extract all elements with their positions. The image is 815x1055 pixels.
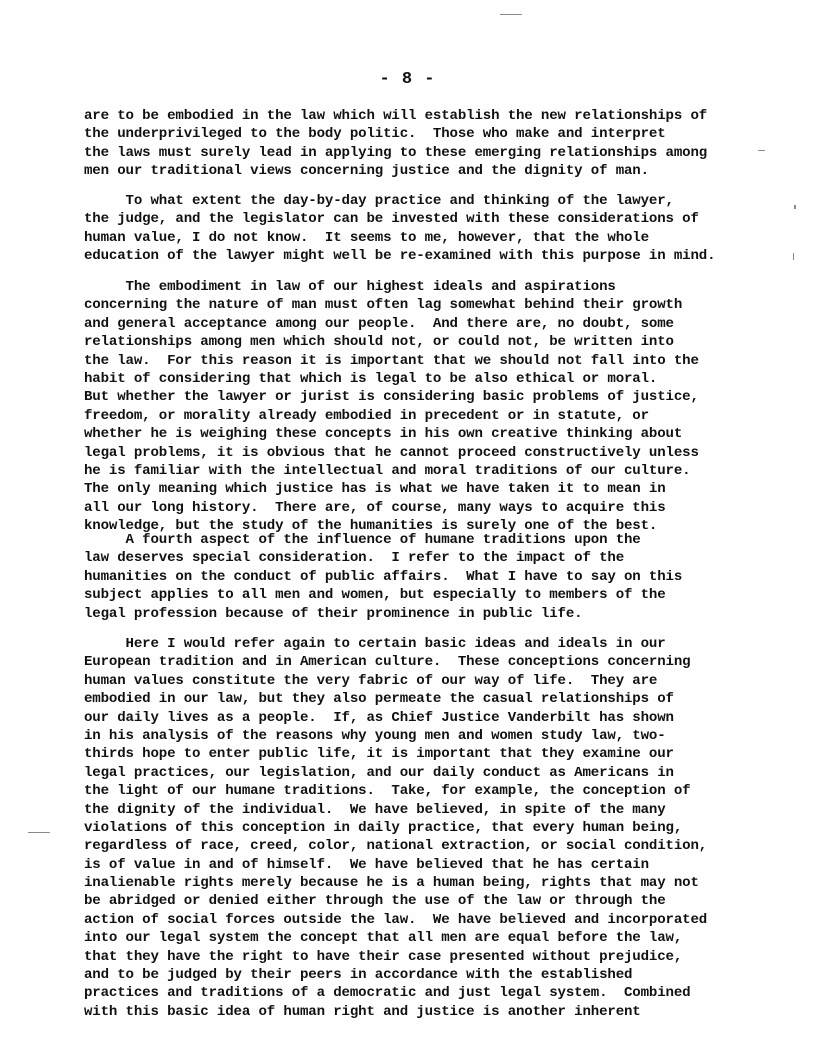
text-line: A fourth aspect of the influence of humane traditions upon the (84, 532, 641, 548)
text-line: action of social forces outside the law. We have believed and incorporated (84, 911, 708, 928)
text-line: legal profession because of their prominence in public life. (84, 605, 583, 622)
text-line: freedom, or morality already embodied in precedent or in statute, or (84, 407, 649, 424)
scan-mark-top (500, 14, 522, 15)
text-line: whether he is weighing these concepts in his own creative thinking about (84, 426, 683, 443)
text-line: inalienable rights merely because he is a human being, rights that may not (84, 875, 699, 892)
text-line: But whether the lawyer or jurist is considering basic problems of justice, (84, 389, 699, 406)
text-line: with this basic idea of human right and justice is another inherent (84, 1003, 641, 1020)
text-line: human value, I do not know. It seems to me, however, that the whole (84, 229, 649, 246)
text-line: legal practices, our legislation, and our daily conduct as Americans in (84, 764, 674, 781)
scan-mark-right-3 (793, 253, 794, 260)
text-line: relationships among men which should not, or could not, be written into (84, 334, 674, 351)
scan-mark-right-1 (758, 150, 765, 151)
text-line: education of the lawyer might well be re-examined with this purpose in mind. (84, 248, 716, 265)
text-line: practices and traditions of a democratic and just legal system. Combined (84, 985, 691, 1002)
paragraph-5 (84, 635, 784, 1021)
text-line: and general acceptance among our people. And there are, no doubt, some (84, 315, 674, 332)
text-line: the laws must surely lead in applying to these emerging relationships among (84, 144, 708, 161)
text-line: To what extent the day-by-day practice and thinking of the lawyer, (84, 193, 674, 209)
text-line: humanities on the conduct of public affairs. What I have to say on this (84, 568, 683, 585)
text-line: human values constitute the very fabric of our way of life. They are (84, 672, 658, 689)
paragraph-3 (84, 278, 784, 535)
text-line: into our legal system the concept that all men are equal before the law, (84, 930, 683, 947)
paragraph-2 (84, 192, 784, 266)
text-line: legal problems, it is obvious that he cannot proceed constructively unless (84, 444, 699, 461)
text-line: violations of this conception in daily practice, that every human being, (84, 819, 683, 836)
text-line: habit of considering that which is legal to be also ethical or moral. (84, 370, 658, 387)
text-line: men our traditional views concerning justice and the dignity of man. (84, 163, 649, 180)
text-line: is of value in and of himself. We have believed that he has certain (84, 856, 649, 873)
text-line: and to be judged by their peers in accordance with the established (84, 967, 633, 984)
text-line: in his analysis of the reasons why young men and women study law, two- (84, 727, 666, 744)
paragraph-4 (84, 531, 784, 623)
text-line: the dignity of the individual. We have believed, in spite of the many (84, 801, 666, 818)
text-line: regardless of race, creed, color, national extraction, or social condition, (84, 838, 708, 855)
text-line: the light of our humane traditions. Take, for example, the conception of (84, 783, 691, 800)
text-line: our daily lives as a people. If, as Chief Justice Vanderbilt has shown (84, 709, 674, 726)
page-number: - 8 - (379, 70, 436, 89)
text-line: the law. For this reason it is important that we should not fall into the (84, 352, 699, 369)
text-line: The embodiment in law of our highest ideals and aspirations (84, 279, 616, 295)
text-line: thirds hope to enter public life, it is important that they examine our (84, 746, 674, 763)
text-line: knowledge, but the study of the humanities is surely one of the best. (84, 518, 658, 535)
text-line: the underprivileged to the body politic. Those who make and interpret (84, 126, 666, 143)
scan-mark-left (28, 832, 50, 833)
text-line: be abridged or denied either through the use of the law or through the (84, 893, 666, 910)
text-line: European tradition and in American culture. These conceptions concerning (84, 654, 691, 671)
text-line: The only meaning which justice has is what we have taken it to mean in (84, 481, 666, 498)
text-line: concerning the nature of man must often lag somewhat behind their growth (84, 297, 683, 314)
text-line: all our long history. There are, of course, many ways to acquire this (84, 499, 666, 516)
text-line: Here I would refer again to certain basic ideas and ideals in our (84, 636, 666, 652)
text-line: he is familiar with the intellectual and moral traditions of our culture. (84, 462, 691, 479)
text-line: are to be embodied in the law which will establish the new relationships of (84, 108, 708, 124)
text-line: that they have the right to have their case presented without prejudice, (84, 948, 683, 965)
text-line: embodied in our law, but they also permeate the casual relationships of (84, 691, 674, 708)
text-line: subject applies to all men and women, but especially to members of the (84, 587, 666, 604)
text-line: the judge, and the legislator can be invested with these considerations of (84, 211, 699, 228)
text-line: law deserves special consideration. I refer to the impact of the (84, 550, 624, 567)
scan-mark-right-2 (794, 205, 796, 209)
paragraph-1 (84, 107, 784, 181)
